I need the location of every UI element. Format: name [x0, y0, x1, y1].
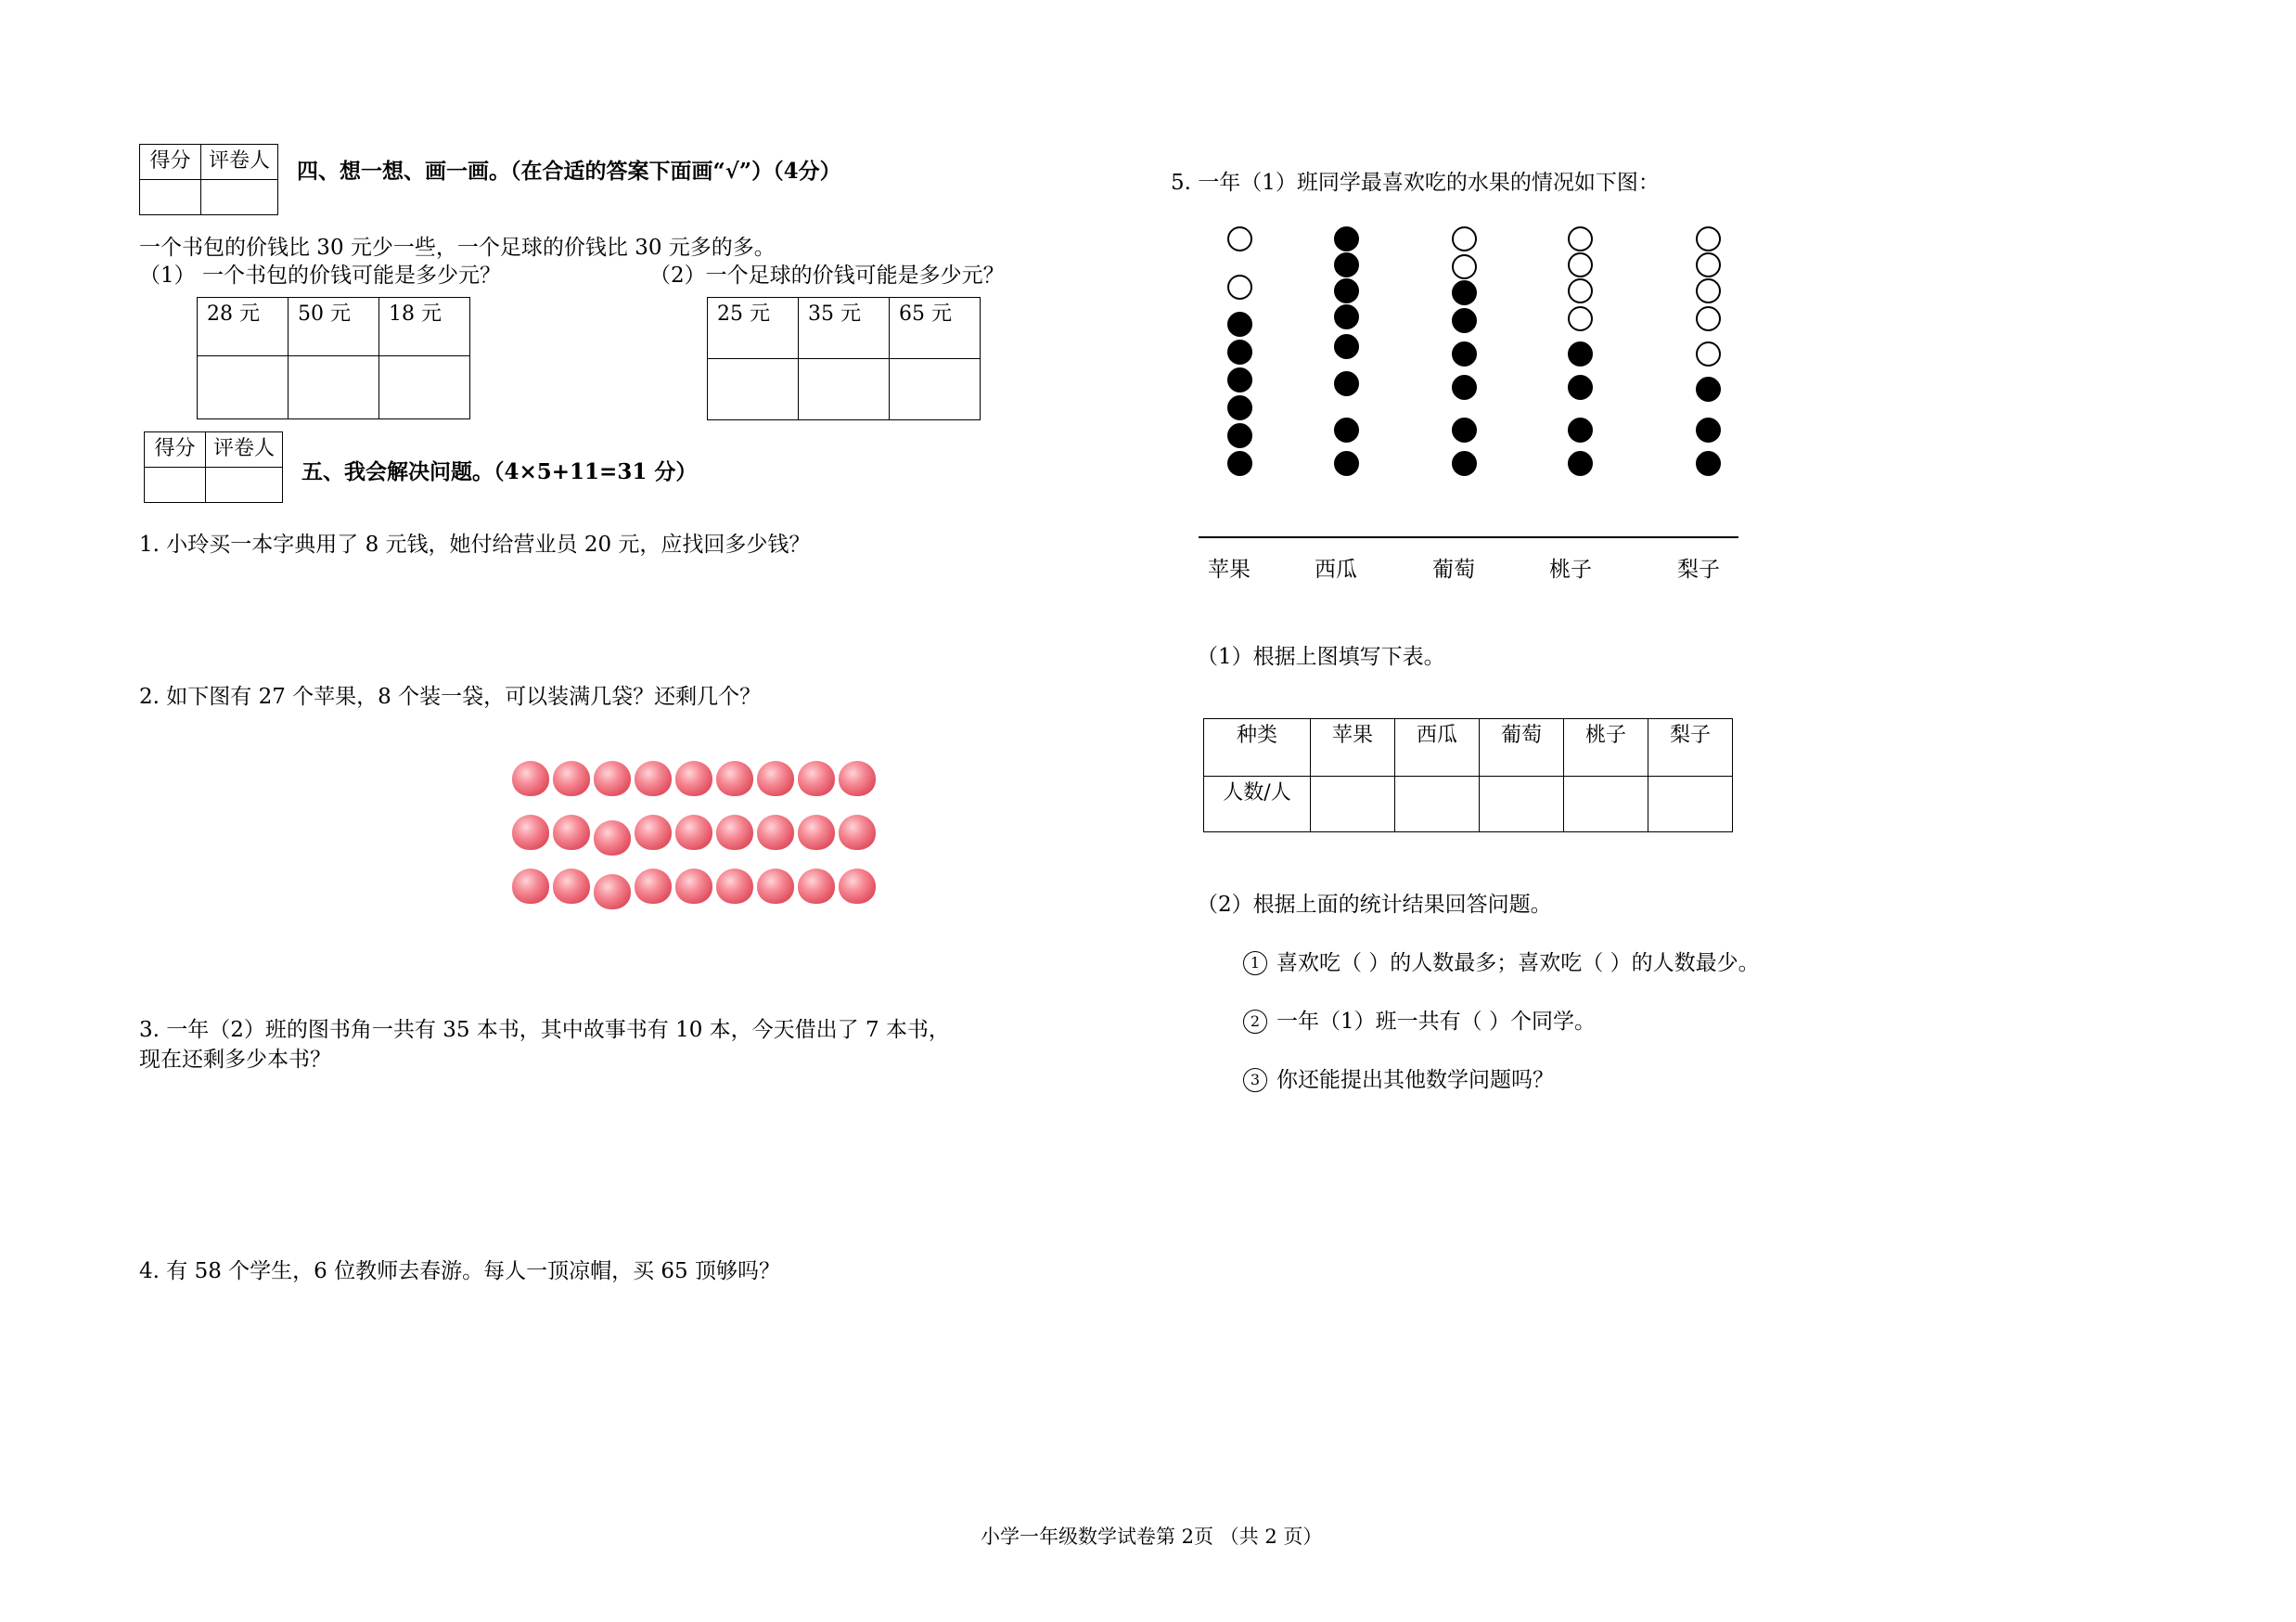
empty-dot: [1227, 275, 1252, 300]
filled-dot: [1334, 334, 1359, 359]
grader-header: 评卷人: [201, 145, 278, 180]
section4-q1: （1） 一个书包的价钱可能是多少元？: [139, 264, 501, 288]
empty-dot: [1568, 278, 1593, 303]
apple-icon: [675, 761, 712, 796]
apple-icon: [675, 869, 712, 904]
apple-icon: [798, 815, 835, 850]
score-cell[interactable]: [145, 468, 206, 503]
filled-dot: [1452, 375, 1477, 400]
option-cell: 50 元: [289, 298, 379, 356]
apple-icon: [839, 869, 876, 904]
problem-5: 5. 一年（1）班同学最喜欢吃的水果的情况如下图：: [1171, 171, 1660, 195]
apple-icon: [594, 761, 631, 796]
answer-text: 喜欢吃（ ）的人数最多；喜欢吃（ ）的人数最少。: [1276, 951, 1760, 975]
apple-icon: [839, 761, 876, 796]
category-label: 苹果: [1208, 558, 1251, 582]
fruit-count-table: [1203, 718, 1733, 832]
problem-4: 4. 有 58 个学生，6 位教师去春游。每人一顶凉帽，买 65 顶够吗？: [139, 1259, 780, 1283]
apple-icon: [716, 761, 753, 796]
empty-dot: [1696, 306, 1721, 331]
apple-icon: [512, 869, 549, 904]
problem-2: 2. 如下图有 27 个苹果，8 个装一袋，可以装满几袋？还剩几个？: [139, 685, 762, 709]
apple-icon: [553, 869, 590, 904]
sub-question-1: （1）根据上图填写下表。: [1197, 645, 1445, 669]
apple-picture: [512, 761, 883, 909]
answer-cell[interactable]: [289, 356, 379, 419]
filled-dot: [1452, 341, 1477, 367]
apple-icon: [512, 815, 549, 850]
filled-dot: [1334, 418, 1359, 443]
option-cell: 25 元: [708, 298, 799, 359]
filled-dot: [1227, 451, 1252, 476]
option-cell: 18 元: [379, 298, 470, 356]
filled-dot: [1568, 341, 1593, 367]
apple-icon: [839, 815, 876, 850]
option-cell: 35 元: [799, 298, 890, 359]
table-header: 梨子: [1648, 719, 1733, 777]
filled-dot: [1334, 252, 1359, 277]
score-header: 得分: [140, 145, 201, 180]
apple-icon: [635, 815, 672, 850]
filled-dot: [1227, 423, 1252, 448]
empty-dot: [1227, 226, 1252, 251]
filled-dot: [1452, 308, 1477, 333]
answer-cell[interactable]: [890, 359, 981, 420]
answer-cell[interactable]: [708, 359, 799, 420]
filled-dot: [1334, 304, 1359, 329]
filled-dot: [1227, 367, 1252, 393]
apple-icon: [716, 869, 753, 904]
count-cell[interactable]: [1564, 777, 1648, 832]
section5-title: 五、我会解决问题。（4×5+11=31 分）: [301, 459, 698, 484]
filled-dot: [1696, 418, 1721, 443]
sub-question-2: （2）根据上面的统计结果回答问题。: [1197, 893, 1552, 917]
filled-dot: [1568, 451, 1593, 476]
grader-cell[interactable]: [206, 468, 283, 503]
grader-header: 评卷人: [206, 432, 283, 468]
empty-dot: [1696, 252, 1721, 277]
apple-icon: [798, 869, 835, 904]
count-cell[interactable]: [1648, 777, 1733, 832]
apple-icon: [675, 815, 712, 850]
filled-dot: [1334, 371, 1359, 396]
score-box-section4: [139, 144, 278, 215]
apple-icon: [635, 869, 672, 904]
option-cell: 28 元: [198, 298, 289, 356]
score-cell[interactable]: [140, 180, 201, 215]
section4-intro: 一个书包的价钱比 30 元少一些，一个足球的价钱比 30 元多的多。: [139, 236, 776, 260]
empty-dot: [1452, 254, 1477, 279]
count-cell[interactable]: [1311, 777, 1395, 832]
section4-q2: （2）一个足球的价钱可能是多少元？: [649, 264, 1005, 288]
apple-icon: [798, 761, 835, 796]
chart-baseline: [1199, 536, 1738, 538]
apple-icon: [716, 815, 753, 850]
category-label: 葡萄: [1432, 558, 1475, 582]
table-header: 桃子: [1564, 719, 1648, 777]
apple-icon: [757, 869, 794, 904]
answer-text: 你还能提出其他数学问题吗？: [1276, 1068, 1554, 1092]
apple-icon: [594, 820, 631, 856]
section4-title: 四、想一想、画一画。（在合适的答案下面画“√”）（4分）: [297, 159, 841, 184]
filled-dot: [1452, 418, 1477, 443]
filled-dot: [1334, 278, 1359, 303]
answer-cell[interactable]: [379, 356, 470, 419]
empty-dot: [1452, 226, 1477, 251]
apple-icon: [512, 761, 549, 796]
apple-icon: [553, 761, 590, 796]
empty-dot: [1568, 306, 1593, 331]
fruit-dot-chart: [1197, 213, 1753, 585]
score-header: 得分: [145, 432, 206, 468]
problem-1: 1. 小玲买一本字典用了 8 元钱，她付给营业员 20 元，应找回多少钱？: [139, 533, 811, 557]
circled-number: 3: [1243, 1068, 1267, 1092]
filled-dot: [1452, 280, 1477, 305]
table-header: 苹果: [1311, 719, 1395, 777]
apple-icon: [635, 761, 672, 796]
filled-dot: [1568, 418, 1593, 443]
empty-dot: [1696, 278, 1721, 303]
filled-dot: [1227, 340, 1252, 365]
category-label: 梨子: [1677, 558, 1720, 582]
table-header: 西瓜: [1395, 719, 1480, 777]
filled-dot: [1452, 451, 1477, 476]
count-cell[interactable]: [1480, 777, 1564, 832]
category-label: 西瓜: [1315, 558, 1357, 582]
filled-dot: [1696, 451, 1721, 476]
score-box-section5: [144, 431, 283, 503]
grader-cell[interactable]: [201, 180, 278, 215]
table-header: 种类: [1204, 719, 1311, 777]
filled-dot: [1334, 226, 1359, 251]
filled-dot: [1227, 395, 1252, 420]
answer-line-2: [1243, 1008, 1596, 1036]
problem-3-line1: 3. 一年（2）班的图书角一共有 35 本书，其中故事书有 10 本，今天借出了 7 本书，: [139, 1018, 950, 1042]
ball-price-options: [707, 297, 981, 420]
empty-dot: [1568, 252, 1593, 277]
bag-price-options: [197, 297, 470, 419]
option-cell: 65 元: [890, 298, 981, 359]
answer-cell[interactable]: [799, 359, 890, 420]
apple-icon: [553, 815, 590, 850]
category-label: 桃子: [1549, 558, 1592, 582]
problem-3-line2: 现在还剩多少本书？: [139, 1048, 331, 1072]
apple-icon: [757, 815, 794, 850]
empty-dot: [1696, 226, 1721, 251]
count-cell[interactable]: [1395, 777, 1480, 832]
row-label: 人数/人: [1204, 777, 1311, 832]
apple-icon: [594, 874, 631, 909]
filled-dot: [1334, 451, 1359, 476]
apple-icon: [757, 761, 794, 796]
circled-number: 2: [1243, 1010, 1267, 1034]
filled-dot: [1696, 377, 1721, 402]
empty-dot: [1568, 226, 1593, 251]
answer-text: 一年（1）班一共有（ ）个同学。: [1276, 1010, 1596, 1034]
circled-number: 1: [1243, 951, 1267, 975]
filled-dot: [1568, 375, 1593, 400]
empty-dot: [1696, 341, 1721, 367]
answer-cell[interactable]: [198, 356, 289, 419]
page-footer: 小学一年级数学试卷第 2页 （共 2 页）: [981, 1525, 1323, 1548]
answer-line-3: [1243, 1066, 1554, 1094]
filled-dot: [1227, 312, 1252, 337]
table-header: 葡萄: [1480, 719, 1564, 777]
answer-line-1: [1243, 949, 1760, 977]
